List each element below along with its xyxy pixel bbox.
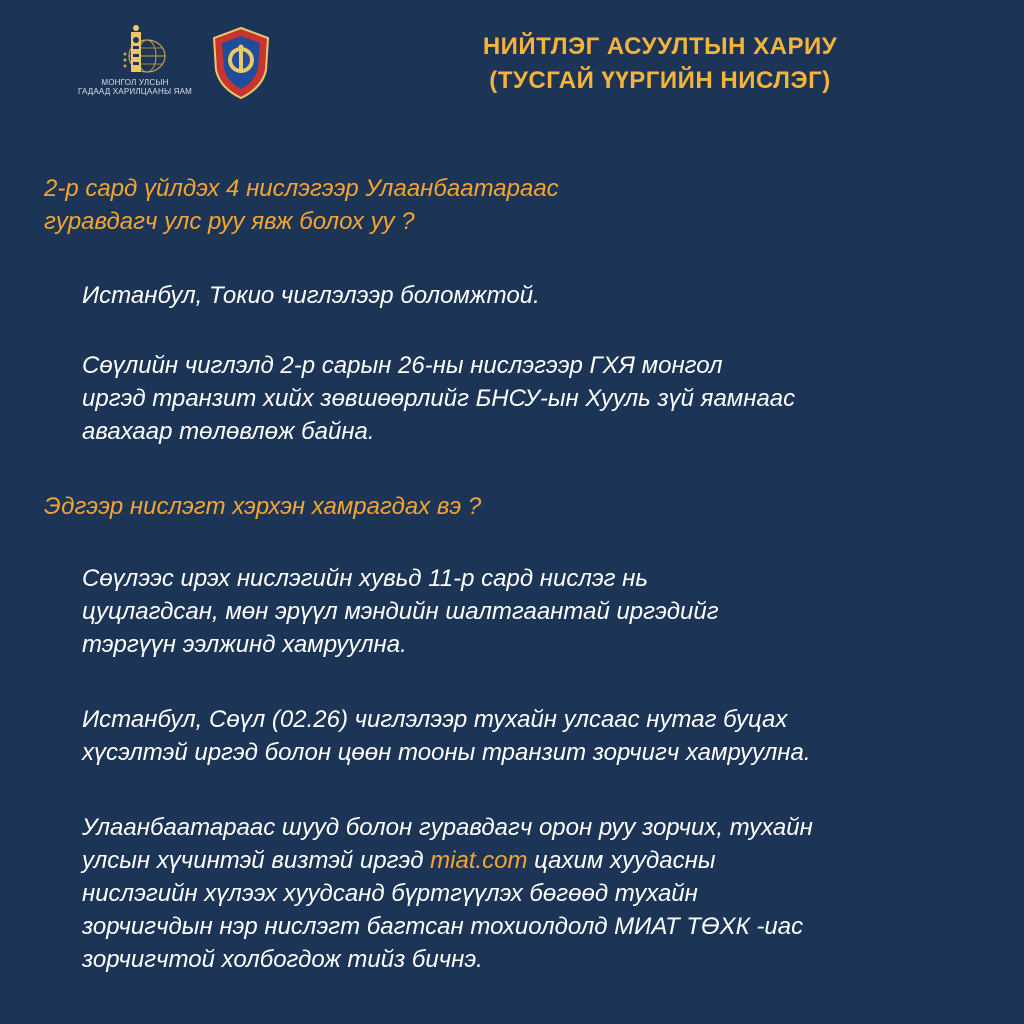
question-2 xyxy=(44,490,481,523)
answer-1-p2-line-1: Сөүлийн чиглэлд 2-р сарын 26-ны нислэгээр ГХЯ монгол xyxy=(82,352,723,379)
answer-2-p3-line-4: зорчигчдын нэр нислэгт багтсан тохиолдолд МИАТ ТӨХК -иас xyxy=(82,913,804,940)
answer-2-paragraph-1 xyxy=(82,562,719,661)
answer-2-p3-line-2-after: цахим хуудасны xyxy=(527,847,716,874)
answer-2-p3-line-2-before: улсын хүчинтэй визтэй иргэд xyxy=(82,847,431,874)
question-1-line-2: гуравдагч улс руу явж болох уу ? xyxy=(44,208,415,235)
answer-1-p2-line-2: иргэд транзит хийх зөвшөөрлийг БНСУ-ын Хууль зүй яамнаас xyxy=(82,385,796,412)
title-line-1: НИЙТЛЭГ АСУУЛТЫН ХАРИУ xyxy=(482,33,838,60)
question-2-line-1: Эдгээр нислэгт хэрхэн хамрагдах вэ ? xyxy=(44,493,482,520)
question-1 xyxy=(44,172,559,238)
title-line-2: (ТУСГАЙ ҮҮРГИЙН НИСЛЭГ) xyxy=(489,67,831,94)
mfa-caption-line-1: МОНГОЛ УЛСЫН xyxy=(101,78,169,87)
answer-2-p3-line-3: нислэгийн хүлээх хуудсанд бүртгүүлэх бөгөөд тухайн xyxy=(82,880,698,907)
mfa-caption-line-2: ГАДААД ХАРИЛЦААНЫ ЯАМ xyxy=(77,87,193,96)
answer-2-p1-line-3: тэргүүн ээлжинд хамруулна. xyxy=(82,631,407,658)
answer-1-p2-line-3: авахаар төлөвлөж байна. xyxy=(82,418,375,445)
answer-2-paragraph-3 xyxy=(82,811,813,976)
question-1-line-1: 2-р сард үйлдэх 4 нислэгээр Улаанбаатараас xyxy=(44,175,559,202)
answer-1-paragraph-2 xyxy=(82,349,795,448)
answer-2-p3-line-1: Улаанбаатараас шууд болон гуравдагч орон руу зорчих, тухайн xyxy=(82,814,813,841)
answer-2-p1-line-2: цуцлагдсан, мөн эрүүл мэндийн шалтгаантай иргэдийг xyxy=(82,598,719,625)
answer-2-p1-line-1: Сөүлээс ирэх нислэгийн хувьд 11-р сард нислэг нь xyxy=(82,565,648,592)
answer-1-p1-line-1: Истанбул, Токио чиглэлээр боломжтой. xyxy=(82,282,540,309)
answer-2-p2-line-1: Истанбул, Сөүл (02.26) чиглэлээр тухайн улсаас нутаг буцах xyxy=(82,706,788,733)
answer-2-paragraph-2 xyxy=(82,703,811,769)
answer-2-p3-line-5: зорчигчтой холбогдож тийз бичнэ. xyxy=(82,946,483,973)
answer-2-p2-line-2: хүсэлтэй иргэд болон цөөн тооны транзит зорчигч хамруулна. xyxy=(82,739,811,766)
answer-1-paragraph-1 xyxy=(82,279,540,312)
miat-website-link[interactable]: miat.com xyxy=(430,847,528,874)
answer-2-p3-line-2 xyxy=(82,844,813,877)
